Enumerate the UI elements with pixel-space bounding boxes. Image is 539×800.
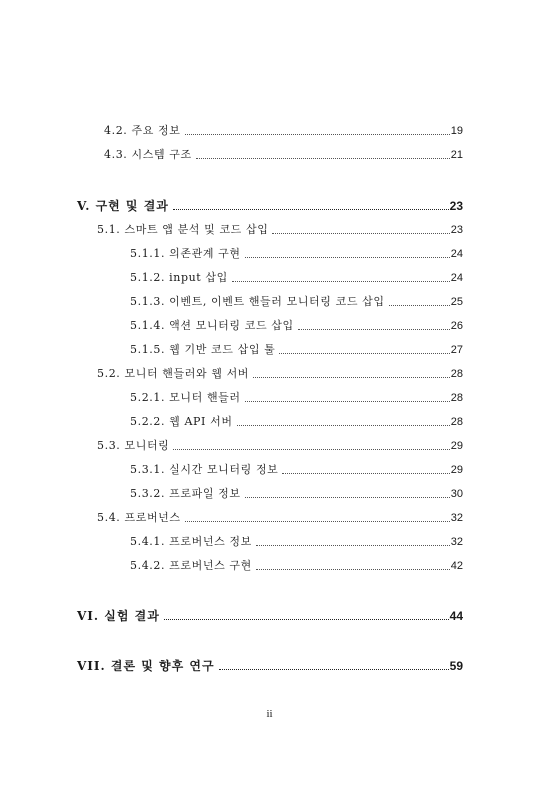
toc-entry-page: 25 xyxy=(450,296,463,308)
dot-leader xyxy=(196,158,450,159)
toc-entry-5-1-1 xyxy=(130,247,463,261)
toc-entry-5-3-1 xyxy=(130,463,463,477)
toc-entry-page: 27 xyxy=(450,344,463,356)
toc-entry-page: 23 xyxy=(449,199,463,213)
toc-entry-page: 32 xyxy=(450,536,463,548)
dot-leader xyxy=(232,281,450,282)
dot-leader xyxy=(282,473,449,474)
dot-leader xyxy=(253,377,450,378)
toc-entry-page: 28 xyxy=(450,416,463,428)
dot-leader xyxy=(256,569,450,570)
toc-entry-title: 5.3.1. 실시간 모니터링 정보 xyxy=(130,463,279,476)
toc-entry-page: 19 xyxy=(450,125,463,137)
toc-entry-page: 59 xyxy=(449,659,463,673)
dot-leader xyxy=(173,209,449,210)
toc-entry-5-1 xyxy=(97,223,463,237)
toc-entry-title: 5.2. 모니터 핸들러와 웹 서버 xyxy=(97,367,250,380)
toc-entry-5-1-5 xyxy=(130,343,463,357)
toc-chapter-7 xyxy=(77,659,463,673)
toc-entry-page: 30 xyxy=(450,488,463,500)
toc-entry-title: 5.3.2. 프로파일 정보 xyxy=(130,487,241,500)
toc-entry-title: 5.1.1. 의존관계 구현 xyxy=(130,247,241,260)
toc-entry-4-2 xyxy=(104,124,463,138)
toc-entry-title: 5.2.2. 웹 API 서버 xyxy=(130,415,233,428)
toc-entry-page: 23 xyxy=(450,224,463,236)
toc-entry-5-2-2 xyxy=(130,415,463,429)
toc-entry-page: 44 xyxy=(449,609,463,623)
toc-entry-title: V. 구현 및 결과 xyxy=(77,199,169,213)
dot-leader xyxy=(245,497,450,498)
toc-entry-page: 24 xyxy=(450,248,463,260)
dot-leader xyxy=(245,257,450,258)
toc-entry-page: 21 xyxy=(450,149,463,161)
toc-chapter-6 xyxy=(77,609,463,623)
dot-leader xyxy=(185,134,450,135)
toc-entry-page: 29 xyxy=(450,440,463,452)
toc-entry-5-1-4 xyxy=(130,319,463,333)
dot-leader xyxy=(237,425,450,426)
toc-entry-5-2 xyxy=(97,367,463,381)
toc-entry-title: VII. 결론 및 향후 연구 xyxy=(77,659,215,673)
toc-entry-5-2-1 xyxy=(130,391,463,405)
toc-entry-page: 32 xyxy=(450,512,463,524)
toc-entry-title: 5.1.3. 이벤트, 이벤트 핸들러 모니터링 코드 삽입 xyxy=(130,295,385,308)
toc-entry-page: 28 xyxy=(450,368,463,380)
toc-entry-page: 29 xyxy=(450,464,463,476)
toc-entry-title: 5.1.4. 액션 모니터링 코드 삽입 xyxy=(130,319,294,332)
toc-entry-page: 42 xyxy=(450,560,463,572)
page-number: ii xyxy=(266,708,273,720)
toc-entry-5-4-1 xyxy=(130,535,463,549)
toc-entry-title: 5.1. 스마트 앱 분석 및 코드 삽입 xyxy=(97,223,269,236)
toc-entry-page: 28 xyxy=(450,392,463,404)
toc-entry-title: 5.1.2. input 삽입 xyxy=(130,271,228,284)
dot-leader xyxy=(185,521,450,522)
toc-entry-title: 5.3. 모니터링 xyxy=(97,439,170,452)
toc-entry-title: 5.4.2. 프로버넌스 구현 xyxy=(130,559,252,572)
dot-leader xyxy=(173,449,449,450)
toc-entry-title: 5.2.1. 모니터 핸들러 xyxy=(130,391,241,404)
toc-entry-page: 26 xyxy=(450,320,463,332)
toc-entry-title: 4.3. 시스템 구조 xyxy=(104,148,192,161)
dot-leader xyxy=(245,401,450,402)
toc-entry-page: 24 xyxy=(450,272,463,284)
dot-leader xyxy=(389,305,450,306)
toc-entry-5-1-2 xyxy=(130,271,463,285)
toc-entry-5-4-2 xyxy=(130,559,463,573)
dot-leader xyxy=(279,353,449,354)
dot-leader xyxy=(256,545,450,546)
dot-leader xyxy=(272,233,449,234)
toc-entry-title: 5.4. 프로버넌스 xyxy=(97,511,181,524)
toc-entry-title: VI. 실험 결과 xyxy=(77,609,160,623)
toc-entry-title: 5.1.5. 웹 기반 코드 삽입 툴 xyxy=(130,343,276,356)
toc-entry-title: 5.4.1. 프로버넌스 정보 xyxy=(130,535,252,548)
toc-entry-5-3-2 xyxy=(130,487,463,501)
toc-chapter-5 xyxy=(77,199,463,213)
toc-entry-5-3 xyxy=(97,439,463,453)
toc-entry-5-1-3 xyxy=(130,295,463,309)
dot-leader xyxy=(164,619,449,620)
toc-entry-5-4 xyxy=(97,511,463,525)
toc-entry-4-3 xyxy=(104,148,463,162)
dot-leader xyxy=(219,669,449,670)
toc-entry-title: 4.2. 주요 정보 xyxy=(104,124,181,137)
dot-leader xyxy=(298,329,450,330)
